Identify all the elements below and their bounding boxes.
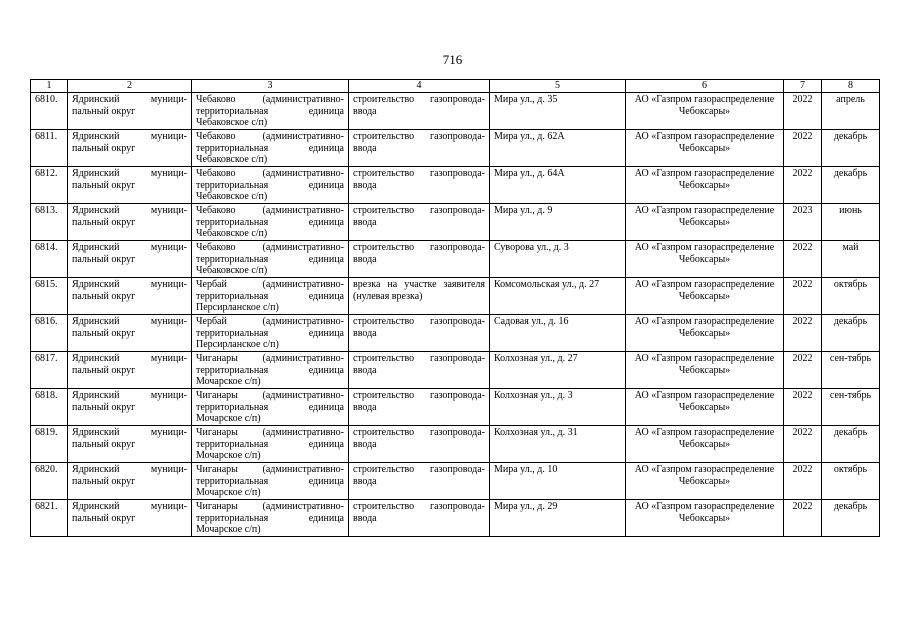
table-row xyxy=(31,241,880,278)
table-row xyxy=(31,426,880,463)
address-cell: Мира ул., д. 62А xyxy=(490,130,626,167)
address-cell: Колхозная ул., д. 3 xyxy=(490,389,626,426)
table-row xyxy=(31,93,880,130)
organization-cell: АО «Газпром газораспределение Чебоксары» xyxy=(626,241,784,278)
column-number: 6 xyxy=(626,80,784,93)
column-number: 3 xyxy=(192,80,349,93)
month-cell: октябрь xyxy=(822,278,880,315)
year-cell: 2022 xyxy=(784,352,822,389)
address-cell: Мира ул., д. 10 xyxy=(490,463,626,500)
work-type-cell: строительство газопровода-ввода xyxy=(349,352,490,389)
settlement-cell: Чербай (административно-территориальная единица Персирланское с/п) xyxy=(192,278,349,315)
work-type-cell: строительство газопровода-ввода xyxy=(349,315,490,352)
gas-connection-table xyxy=(30,79,880,537)
settlement-cell: Чиганары (административно-территориальная единица Мочарское с/п) xyxy=(192,389,349,426)
settlement-cell: Чебаково (административно-территориальная единица Чебаковское с/п) xyxy=(192,93,349,130)
district-cell: Ядринский муници-пальный округ xyxy=(68,130,192,167)
work-type-cell: строительство газопровода-ввода xyxy=(349,463,490,500)
row-number-cell: 6814. xyxy=(31,241,68,278)
table-row xyxy=(31,315,880,352)
district-cell: Ядринский муници-пальный округ xyxy=(68,500,192,537)
district-cell: Ядринский муници-пальный округ xyxy=(68,463,192,500)
district-cell: Ядринский муници-пальный округ xyxy=(68,426,192,463)
month-cell: июнь xyxy=(822,204,880,241)
work-type-cell: строительство газопровода-ввода xyxy=(349,167,490,204)
column-number: 4 xyxy=(349,80,490,93)
organization-cell: АО «Газпром газораспределение Чебоксары» xyxy=(626,463,784,500)
work-type-cell: строительство газопровода-ввода xyxy=(349,389,490,426)
table-row xyxy=(31,463,880,500)
address-cell: Мира ул., д. 64А xyxy=(490,167,626,204)
month-cell: апрель xyxy=(822,93,880,130)
year-cell: 2022 xyxy=(784,426,822,463)
row-number-cell: 6813. xyxy=(31,204,68,241)
address-cell: Мира ул., д. 9 xyxy=(490,204,626,241)
row-number-cell: 6811. xyxy=(31,130,68,167)
address-cell: Суворова ул., д. 3 xyxy=(490,241,626,278)
organization-cell: АО «Газпром газораспределение Чебоксары» xyxy=(626,426,784,463)
table-row xyxy=(31,204,880,241)
district-cell: Ядринский муници-пальный округ xyxy=(68,204,192,241)
work-type-cell: строительство газопровода-ввода xyxy=(349,130,490,167)
work-type-cell: строительство газопровода-ввода xyxy=(349,500,490,537)
organization-cell: АО «Газпром газораспределение Чебоксары» xyxy=(626,278,784,315)
column-number: 7 xyxy=(784,80,822,93)
work-type-cell: строительство газопровода-ввода xyxy=(349,426,490,463)
column-number-row xyxy=(31,80,880,93)
month-cell: декабрь xyxy=(822,315,880,352)
address-cell: Мира ул., д. 35 xyxy=(490,93,626,130)
address-cell: Мира ул., д. 29 xyxy=(490,500,626,537)
organization-cell: АО «Газпром газораспределение Чебоксары» xyxy=(626,500,784,537)
row-number-cell: 6819. xyxy=(31,426,68,463)
year-cell: 2022 xyxy=(784,241,822,278)
row-number-cell: 6821. xyxy=(31,500,68,537)
settlement-cell: Чербай (административно-территориальная единица Персирланское с/п) xyxy=(192,315,349,352)
table-row xyxy=(31,352,880,389)
settlement-cell: Чиганары (административно-территориальная единица Мочарское с/п) xyxy=(192,500,349,537)
organization-cell: АО «Газпром газораспределение Чебоксары» xyxy=(626,389,784,426)
district-cell: Ядринский муници-пальный округ xyxy=(68,241,192,278)
district-cell: Ядринский муници-пальный округ xyxy=(68,278,192,315)
district-cell: Ядринский муници-пальный округ xyxy=(68,167,192,204)
year-cell: 2023 xyxy=(784,204,822,241)
district-cell: Ядринский муници-пальный округ xyxy=(68,389,192,426)
row-number-cell: 6810. xyxy=(31,93,68,130)
row-number-cell: 6816. xyxy=(31,315,68,352)
settlement-cell: Чиганары (административно-территориальная единица Мочарское с/п) xyxy=(192,463,349,500)
table-row xyxy=(31,130,880,167)
row-number-cell: 6820. xyxy=(31,463,68,500)
year-cell: 2022 xyxy=(784,463,822,500)
page-number: 716 xyxy=(442,52,463,67)
column-number: 2 xyxy=(68,80,192,93)
organization-cell: АО «Газпром газораспределение Чебоксары» xyxy=(626,315,784,352)
organization-cell: АО «Газпром газораспределение Чебоксары» xyxy=(626,93,784,130)
month-cell: май xyxy=(822,241,880,278)
organization-cell: АО «Газпром газораспределение Чебоксары» xyxy=(626,352,784,389)
organization-cell: АО «Газпром газораспределение Чебоксары» xyxy=(626,130,784,167)
month-cell: сен-тябрь xyxy=(822,352,880,389)
column-number: 1 xyxy=(31,80,68,93)
district-cell: Ядринский муници-пальный округ xyxy=(68,315,192,352)
district-cell: Ядринский муници-пальный округ xyxy=(68,93,192,130)
month-cell: декабрь xyxy=(822,130,880,167)
address-cell: Садовая ул., д. 16 xyxy=(490,315,626,352)
work-type-cell: строительство газопровода-ввода xyxy=(349,241,490,278)
year-cell: 2022 xyxy=(784,93,822,130)
settlement-cell: Чебаково (административно-территориальная единица Чебаковское с/п) xyxy=(192,130,349,167)
month-cell: декабрь xyxy=(822,167,880,204)
year-cell: 2022 xyxy=(784,130,822,167)
row-number-cell: 6818. xyxy=(31,389,68,426)
table-row xyxy=(31,389,880,426)
year-cell: 2022 xyxy=(784,278,822,315)
year-cell: 2022 xyxy=(784,389,822,426)
month-cell: октябрь xyxy=(822,463,880,500)
table-row xyxy=(31,167,880,204)
month-cell: декабрь xyxy=(822,426,880,463)
column-number: 5 xyxy=(490,80,626,93)
settlement-cell: Чебаково (административно-территориальная единица Чебаковское с/п) xyxy=(192,241,349,278)
settlement-cell: Чебаково (административно-территориальная единица Чебаковское с/п) xyxy=(192,204,349,241)
work-type-cell: строительство газопровода-ввода xyxy=(349,204,490,241)
settlement-cell: Чиганары (административно-территориальная единица Мочарское с/п) xyxy=(192,352,349,389)
year-cell: 2022 xyxy=(784,500,822,537)
row-number-cell: 6812. xyxy=(31,167,68,204)
work-type-cell: строительство газопровода-ввода xyxy=(349,93,490,130)
organization-cell: АО «Газпром газораспределение Чебоксары» xyxy=(626,204,784,241)
address-cell: Колхозная ул., д. 27 xyxy=(490,352,626,389)
row-number-cell: 6815. xyxy=(31,278,68,315)
month-cell: сен-тябрь xyxy=(822,389,880,426)
year-cell: 2022 xyxy=(784,315,822,352)
work-type-cell: врезка на участке заявителя (нулевая врезка) xyxy=(349,278,490,315)
year-cell: 2022 xyxy=(784,167,822,204)
month-cell: декабрь xyxy=(822,500,880,537)
address-cell: Комсомольская ул., д. 27 xyxy=(490,278,626,315)
settlement-cell: Чиганары (административно-территориальная единица Мочарское с/п) xyxy=(192,426,349,463)
table-row xyxy=(31,500,880,537)
organization-cell: АО «Газпром газораспределение Чебоксары» xyxy=(626,167,784,204)
row-number-cell: 6817. xyxy=(31,352,68,389)
district-cell: Ядринский муници-пальный округ xyxy=(68,352,192,389)
address-cell: Колхозная ул., д. 31 xyxy=(490,426,626,463)
column-number: 8 xyxy=(822,80,880,93)
settlement-cell: Чебаково (административно-территориальная единица Чебаковское с/п) xyxy=(192,167,349,204)
table-row xyxy=(31,278,880,315)
